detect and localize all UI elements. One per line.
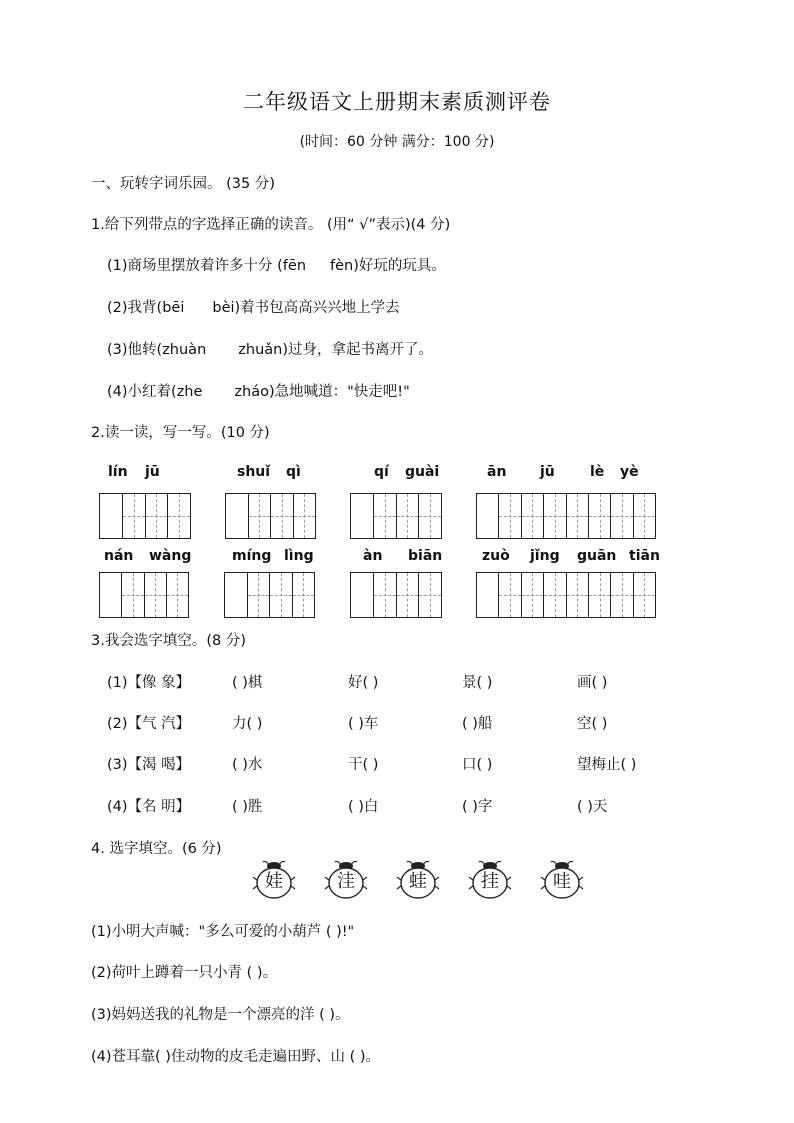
pinyin: lè [590, 464, 605, 480]
q4-item[interactable]: (1)小明大声喊："多么可爱的小葫芦 ( )!" [91, 924, 355, 940]
pinyin: qí [374, 464, 389, 480]
pinyin: lìng [284, 548, 314, 564]
q1-heading: 1.给下列带点的字选择正确的读音。 (用“ √”表示)(4 分) [91, 217, 451, 233]
pinyin: míng [232, 548, 272, 564]
writing-grid[interactable] [476, 493, 656, 539]
ladybug-char-card [468, 858, 512, 902]
pinyin: nán [104, 548, 134, 564]
ladybug-char-card [252, 858, 296, 902]
q3-label: (2)【气 汽】 [107, 716, 191, 732]
pinyin: biān [408, 548, 443, 564]
q3-blank[interactable]: ( )棋 [232, 675, 263, 691]
pinyin: ān [487, 464, 507, 480]
pinyin: lín [108, 464, 128, 480]
choice-char: 蛙 [409, 871, 427, 892]
q3-blank[interactable]: 口( ) [462, 757, 493, 773]
q1-item-text: (4)小红着(zhe [107, 384, 203, 400]
pinyin: qì [286, 464, 301, 480]
q4-item[interactable]: (2)荷叶上蹲着一只小青 ( )。 [91, 965, 278, 981]
q3-blank[interactable]: ( )胜 [232, 799, 263, 815]
pinyin: jū [145, 464, 160, 480]
pinyin: zuò [482, 548, 510, 564]
q3-label: (1)【像 象】 [107, 675, 191, 691]
pinyin: wàng [149, 548, 192, 564]
writing-grid[interactable] [350, 493, 442, 539]
q1-item-text: (3)他转(zhuàn [107, 342, 207, 358]
q3-blank[interactable]: ( )白 [348, 799, 379, 815]
q3-blank[interactable]: ( )水 [232, 757, 263, 773]
writing-grid[interactable] [350, 572, 442, 618]
q3-blank[interactable]: 空( ) [577, 716, 608, 732]
choice-char: 挂 [481, 871, 499, 892]
q1-item-text: zháo)急地喊道："快走吧!" [234, 384, 410, 400]
q1-item-text: zhuǎn)过身，拿起书离开了。 [238, 342, 433, 358]
q3-label: (3)【渴 喝】 [107, 757, 191, 773]
ladybug-char-card [540, 858, 584, 902]
section-heading: 一、玩转字词乐园。 (35 分) [91, 176, 275, 192]
choice-char: 洼 [337, 871, 355, 892]
ladybug-char-card [396, 858, 440, 902]
q3-blank[interactable]: 力( ) [232, 716, 263, 732]
q3-blank[interactable]: ( )天 [577, 799, 608, 815]
q1-item-text: bèi)着书包高高兴兴地上学去 [212, 300, 400, 316]
pinyin: àn [363, 548, 383, 564]
pinyin: yè [620, 464, 639, 480]
pinyin: jū [540, 464, 555, 480]
pinyin: jǐng [530, 548, 560, 564]
q1-item-text: fèn)好玩的玩具。 [330, 258, 446, 274]
writing-grid[interactable] [224, 572, 315, 618]
q3-blank[interactable]: ( )车 [348, 716, 379, 732]
writing-grid[interactable] [225, 493, 316, 539]
q1-item [107, 338, 433, 359]
q1-item-text: (1)商场里摆放着许多十分 (fēn [107, 258, 307, 274]
q3-blank[interactable]: 景( ) [462, 675, 493, 691]
pinyin: tiān [629, 548, 660, 564]
q3-blank[interactable]: 画( ) [577, 675, 608, 691]
choice-char: 娃 [265, 871, 283, 892]
q4-item[interactable]: (4)苍耳靠( )住动物的皮毛走遍田野、山 ( )。 [91, 1049, 380, 1065]
q3-blank[interactable]: 望梅止( ) [577, 757, 637, 773]
q1-item [107, 380, 410, 401]
choice-char: 哇 [553, 871, 571, 892]
q1-item-text: (2)我背(bēi [107, 300, 185, 316]
writing-grid[interactable] [476, 572, 656, 618]
q3-blank[interactable]: 好( ) [348, 675, 379, 691]
pinyin: guān [577, 548, 617, 564]
q3-blank[interactable]: ( )字 [462, 799, 493, 815]
writing-grid[interactable] [99, 572, 189, 618]
pinyin: guài [405, 464, 440, 480]
q3-label: (4)【名 明】 [107, 799, 191, 815]
ladybug-char-card [324, 858, 368, 902]
q1-item [107, 254, 446, 275]
q3-blank[interactable]: 干( ) [348, 757, 379, 773]
exam-meta: (时间：60 分钟 满分：100 分) [299, 134, 495, 150]
page-title: 二年级语文上册期末素质测评卷 [243, 90, 551, 114]
writing-grid[interactable] [99, 493, 191, 539]
q4-item[interactable]: (3)妈妈送我的礼物是一个漂亮的洋 ( )。 [91, 1007, 350, 1023]
q3-blank[interactable]: ( )船 [462, 716, 493, 732]
q2-heading: 2.读一读，写一写。(10 分) [91, 425, 270, 441]
q4-heading: 4. 选字填空。(6 分) [91, 841, 222, 857]
pinyin: shuǐ [237, 464, 271, 480]
q3-heading: 3.我会选字填空。(8 分) [91, 633, 246, 649]
q1-item [107, 296, 400, 317]
